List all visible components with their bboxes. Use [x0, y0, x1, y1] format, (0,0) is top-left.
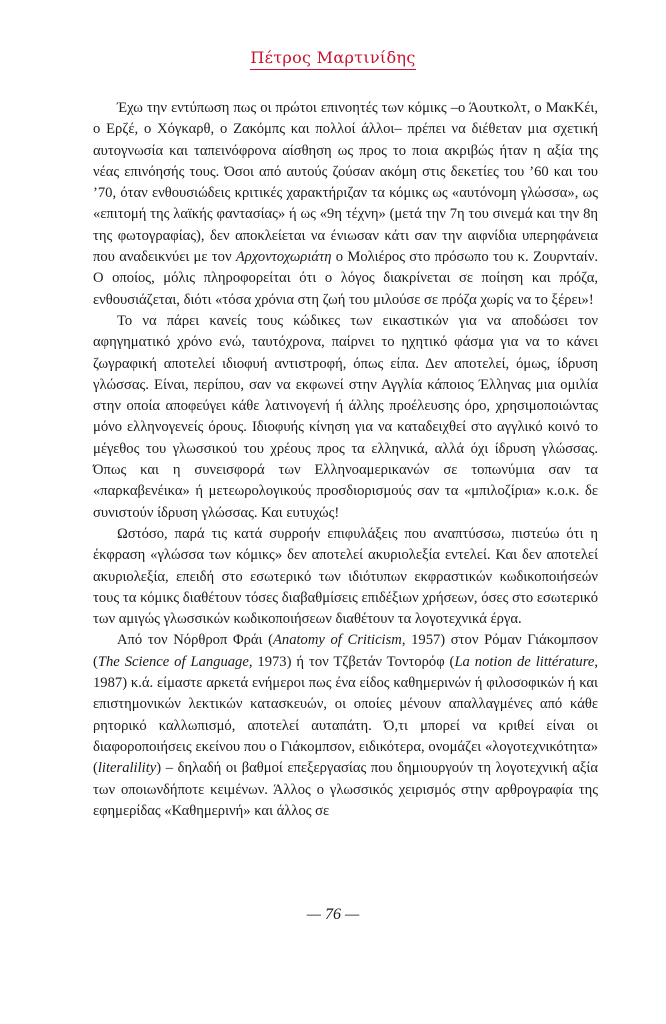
text-segment: ) – δηλαδή οι βαθμοί επεξεργασίας που δημιουργούν τη λογοτεχνική αξία των οποιωνδήποτε κειμένων. Άλλος ο γλωσσικός χειρισμός στην αρθρογραφία της εφημερίδας «Καθημερινή» και άλλος σε	[93, 760, 598, 819]
paragraph	[93, 524, 598, 630]
text-segment: ο Μολιέρος στο πρόσωπο του κ. Ζουρνταίν. Ο οποίος, μόλις πληροφορείται ότι ο λόγος διακρίνεται σε ποίηση και πρόζα, ενθουσιάζεται, διότι «τόσα χρόνια στη ζωή του μιλούσε σε πρόζα χωρίς να το ξέρει»!	[93, 249, 598, 308]
paragraph	[93, 98, 598, 311]
text-segment: Το να πάρει κανείς τους κώδικες των εικαστικών για να αποδώσει τον αφηγηματικό χρόνο ενώ, ταυτόχρονα, παίρνει το ηχητικό φάσμα για να το κάνει ζωγραφική αποτελεί ιδιοφυή αντιστροφή, όπως είπα. Δεν αποτελεί, όμως, ίδρυση γλώσσας. Είναι, περίπου, σαν να εκφωνεί στην Αγγλία κάποιος Έλληνας μια ομιλία στην οποία αποφεύγει κάθε λατινογενή ή άλλης προέλευσης όρο, χρησιμοποιώντας μόνο ελληνογενείς όρους. Ιδιοφυής κίνηση για να καταδειχθεί στο αγγλικό κοινό το μέγεθος του γλωσσικού του χρέους προς τα ελληνικά, αλλά όχι ίδρυση γλώσσας. Όπως και η συνεισφορά των Ελληνοαμερικανών σε τοπωνύμια σαν τα «παρκαβενέικα» ή μετεωρολογικούς προσδιορισμούς σαν τα «μπιλοζίρια» κ.ο.κ. δε συνιστούν ίδρυση γλώσσας. Και ευτυχώς!	[93, 312, 598, 521]
italic-segment: literalility	[97, 760, 157, 777]
italic-segment: Anatomy of Criticism	[272, 632, 402, 649]
paragraph	[93, 630, 598, 822]
italic-segment: The Science of Language	[97, 653, 249, 670]
text-segment: , 1973) ή τον Τζβετάν Τοντορόφ (	[248, 653, 455, 670]
body-text	[93, 98, 598, 822]
text-segment: , 1987) κ.ά. είμαστε αρκετά ενήμεροι πως ένα είδος καθημερινών ή φιλοσοφικών ή και επιστημονικών λεκτικών κατασκευών, οι οποίες μένουν απαλλαγμένες από κάθε ρητορικό καλλωπισμό, αποτελεί αυταπάτη. Ό,τι μπορεί να κριθεί είναι οι διαφοροποιήσεις εκείνου που ο Γιάκομπσον, ειδικότερα, ονομάζει «λογοτεχνικότητα» (	[93, 653, 599, 777]
text-segment: Ωστόσο, παρά τις κατά συρροήν επιφυλάξεις που αναπτύσσω, πιστεύω ότι η έκφραση «γλώσσα των κόμικς» δεν αποτελεί ακυριολεξία εντελεί. Και δεν αποτελεί ακυριολεξία, επειδή στο εσωτερικό των ιδιότυπων εκφραστικών κωδικοποιήσεών τους τα κόμικς διαθέτουν τόσες διαβαθμίσεις επιδέξιων χρήσεων, όσες στο εσωτερικό των αμιγώς γλωσσικών κωδικοποιήσεων διαθέτουν τα λογοτεχνικά έργα.	[93, 525, 598, 628]
text-segment: Από τον Νόρθροπ Φράι (	[117, 632, 273, 649]
text-segment: , 1957) στον Ρόμαν Γιάκομπσον (	[93, 632, 598, 670]
running-head-title: Πέτρος Μαρτινίδης	[250, 48, 415, 70]
text-segment: Έχω την εντύπωση πως οι πρώτοι επινοητές των κόμικς –ο Άουτκολτ, ο ΜακΚέι, ο Ερζέ, ο Χόγκαρθ, ο Ζακόμπς και πολλοί άλλοι– πρέπει να διέθεταν μια σχετική αυτογνωσία και ταπεινόφρονα αίσθηση ως προς το ποια ακριβώς ήταν η αξία της νέας επινόησής τους. Όσοι από αυτούς ζούσαν ακόμη στις δεκετίες του ’60 και του ’70, όταν ενθουσιώδεις κριτικές χαρακτήριζαν τα κόμικς ως «αυτόνομη γλώσσα», ως «επιτομή της λαϊκής φαντασίας» ή ως «9η τέχνη» (μετά την 7η του σινεμά και την 8η της φωτογραφίας), δεν αποκλείεται να ένιωσαν κάτι σαν την αιφνίδια υπερηφάνεια που αναδεικνύει με τον	[93, 100, 598, 266]
paragraph	[93, 311, 598, 524]
italic-segment: La notion de littérature	[454, 653, 595, 670]
italic-segment: Αρχοντοχωριάτη	[235, 249, 332, 266]
page-number: — 76 —	[306, 906, 360, 923]
running-head	[0, 48, 666, 67]
